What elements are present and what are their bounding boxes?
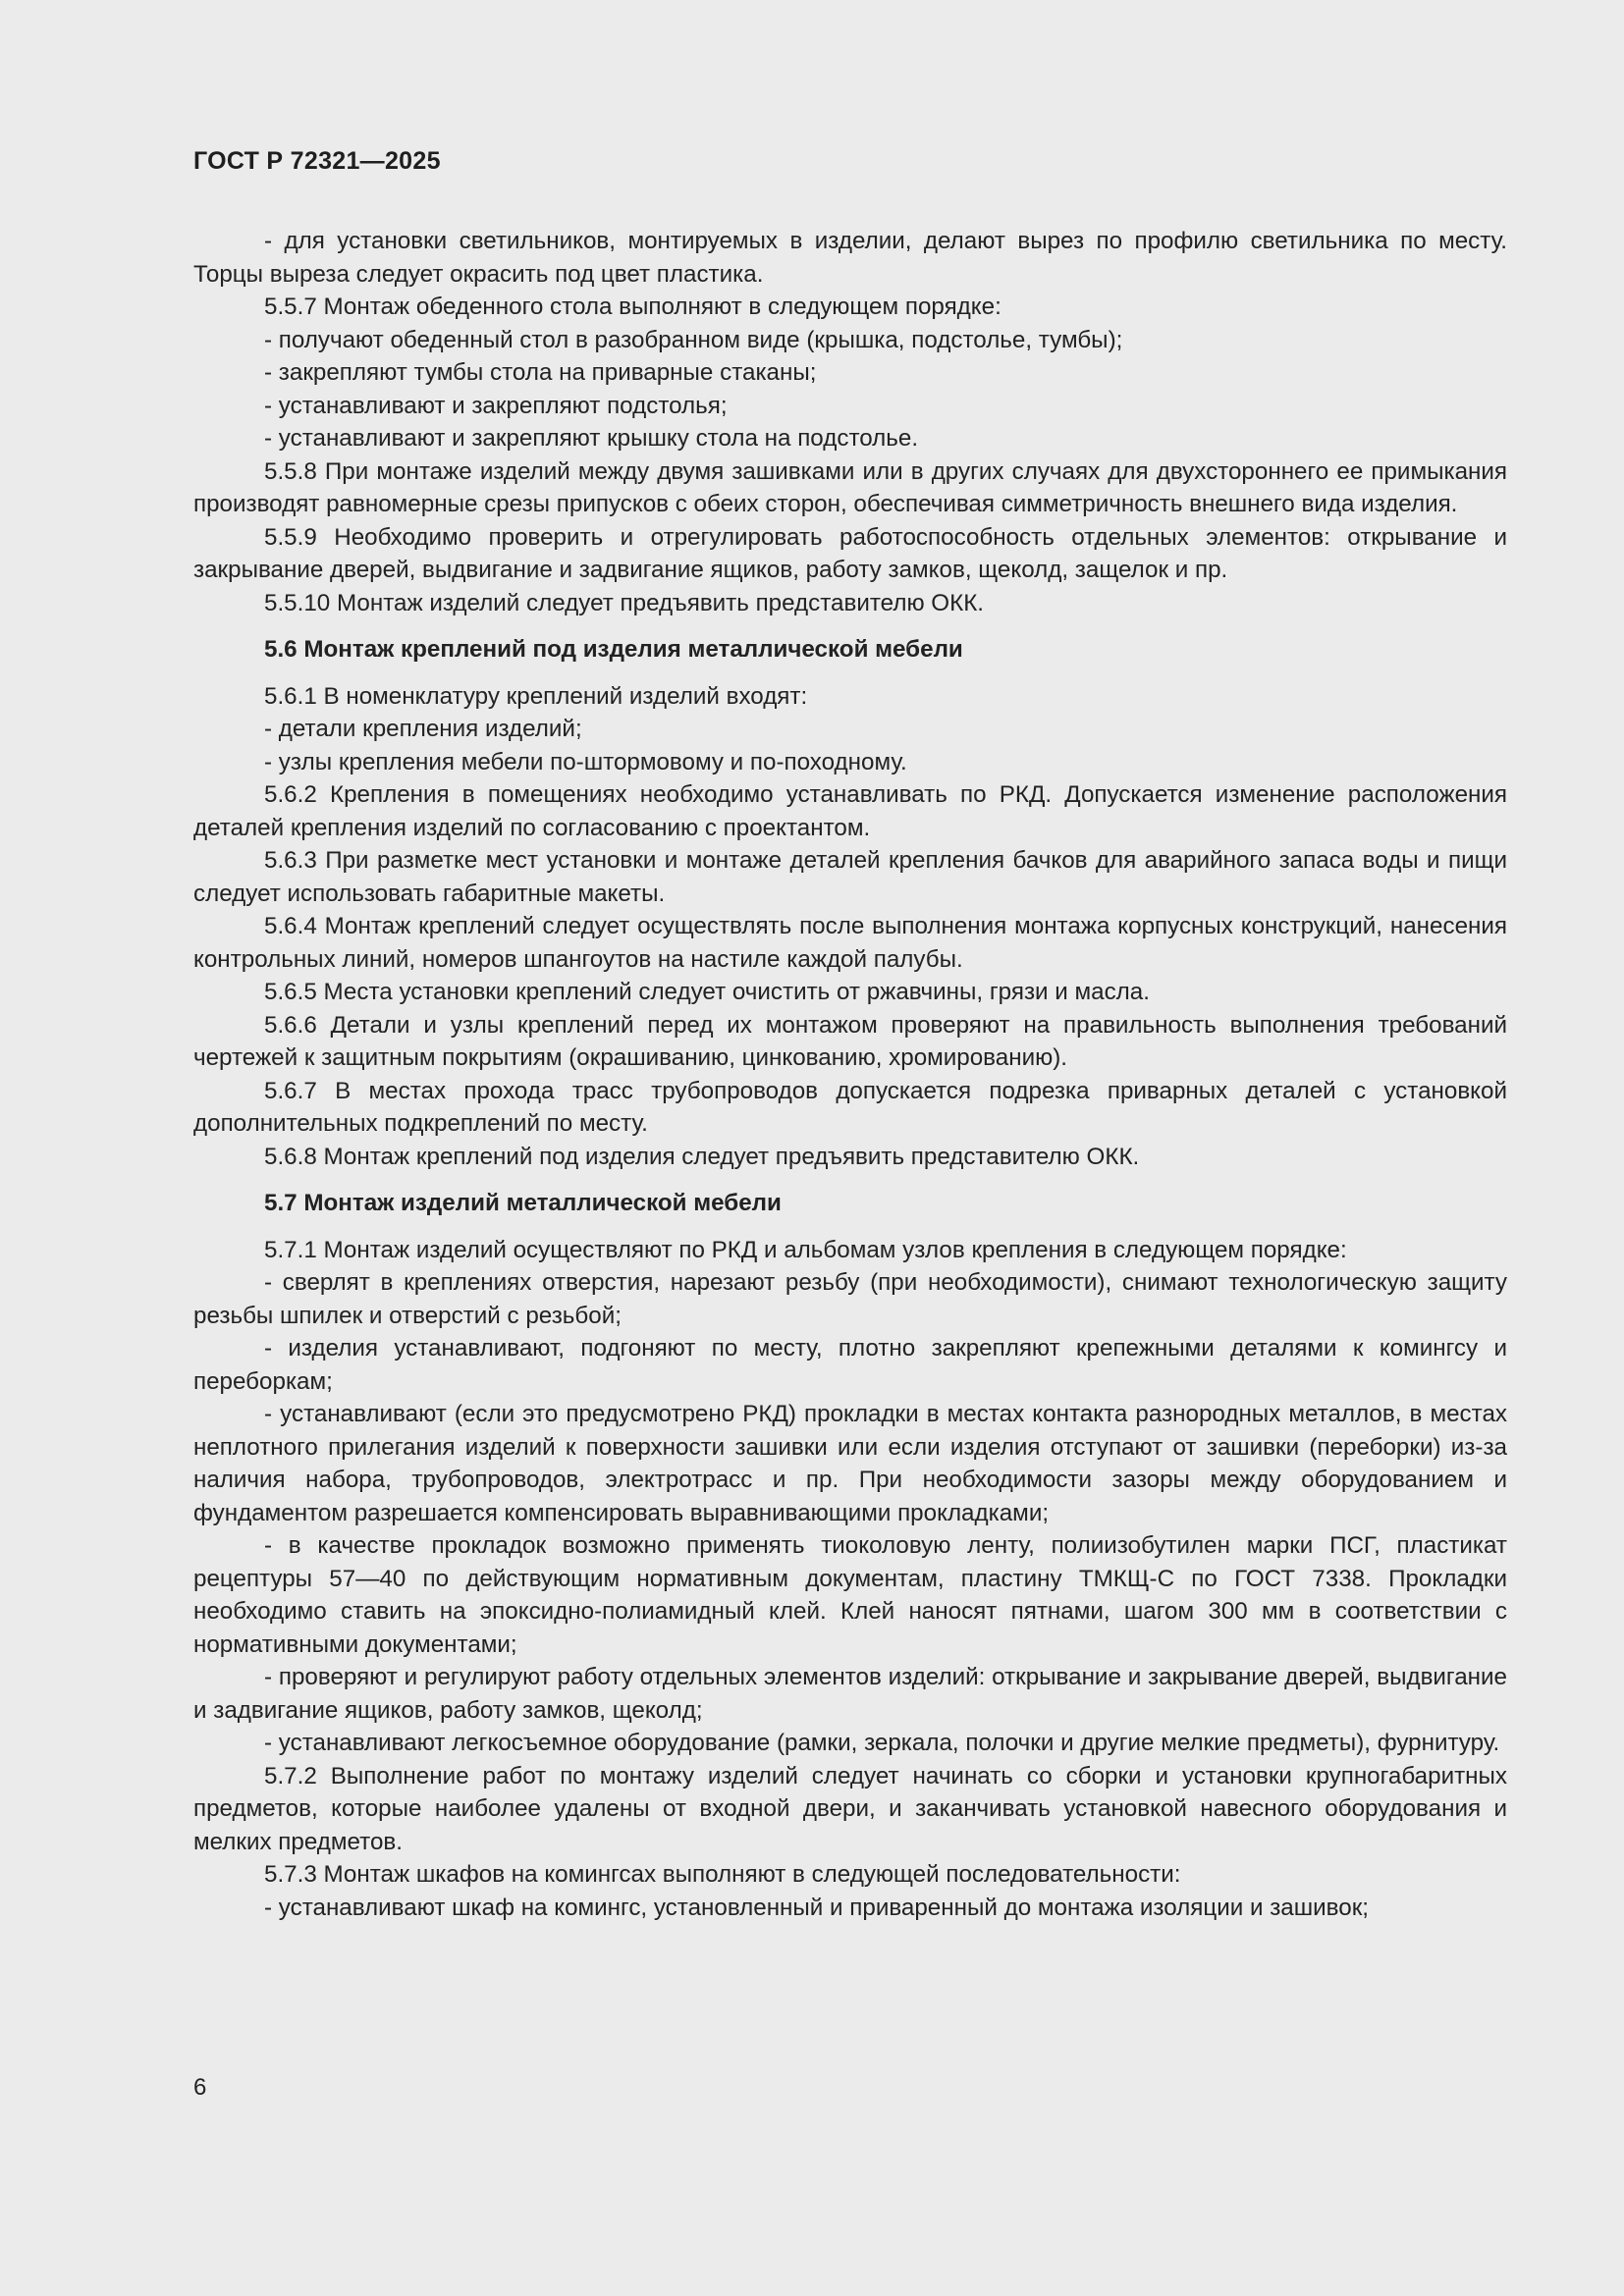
paragraph: 5.6.7 В местах прохода трасс трубопроводов допускается подрезка приварных деталей с установкой дополнительных подкреплений по месту. [193,1077,1507,1137]
list-item: - устанавливают и закрепляют подстолья; [264,392,728,419]
paragraph: 5.5.10 Монтаж изделий следует предъявить представителю ОКК. [264,589,985,616]
paragraph: 5.7.1 Монтаж изделий осуществляют по РКД и альбомам узлов крепления в следующем порядке: [264,1236,1347,1263]
paragraph: 5.6.5 Места установки креплений следует очистить от ржавчины, грязи и масла. [264,979,1150,1005]
list-item: - в качестве прокладок возможно применять тиоколовую ленту, полиизобутилен марки ПСГ, пластикат рецептуры 57—40 по действующим нормативным документам, пластину ТМКЩ-С по ГОСТ 7338. Прокладки необходимо ставить на эпоксидно-полиамидный клей. Клей наносят пятнами, шагом 300 мм в соответствии с нормативными документами; [193,1532,1507,1658]
paragraph: 5.5.9 Необходимо проверить и отрегулировать работоспособность отдельных элементов: открывание и закрывание дверей, выдвигание и задвигание ящиков, работу замков, щеколд, защелок и пр. [193,523,1507,583]
section-heading-5-7: 5.7 Монтаж изделий металлической мебели [264,1190,782,1216]
paragraph: 5.5.8 При монтаже изделий между двумя зашивками или в других случаях для двухстороннего ее примыкания производят равномерные срезы припусков с обеих сторон, обеспечивая симметричность внешнего вида изделия. [193,457,1507,517]
section-heading-5-6: 5.6 Монтаж креплений под изделия металлической мебели [264,636,963,663]
list-item: - устанавливают легкосъемное оборудование (рамки, зеркала, полочки и другие мелкие предметы), фурнитуру. [264,1730,1500,1756]
paragraph: 5.6.4 Монтаж креплений следует осуществлять после выполнения монтажа корпусных конструкций, нанесения контрольных линий, номеров шпангоутов на настиле каждой палубы. [193,913,1507,973]
paragraph: 5.6.2 Крепления в помещениях необходимо устанавливать по РКД. Допускается изменение расположения деталей крепления изделий по согласованию с проектантом. [193,781,1507,841]
list-item: - устанавливают и закрепляют крышку стола на подстолье. [264,425,919,452]
paragraph: 5.7.2 Выполнение работ по монтажу изделий следует начинать со сборки и установки крупногабаритных предметов, которые наиболее удалены от входной двери, и заканчивать установкой навесного оборудования и мелких предметов. [193,1762,1507,1855]
paragraph: 5.5.7 Монтаж обеденного стола выполняют в следующем порядке: [264,294,1001,320]
list-item: - изделия устанавливают, подгоняют по месту, плотно закрепляют крепежными деталями к комингсу и переборкам; [193,1335,1507,1395]
list-item: - устанавливают (если это предусмотрено РКД) прокладки в местах контакта разнородных металлов, в местах неплотного прилегания изделий к поверхности зашивки или если изделия отступают от зашивки (переборки) из-за наличия набора, трубопроводов, электротрасс и пр. При необходимости зазоры между оборудованием и фундаментом разрешается компенсировать выравнивающими прокладками; [193,1401,1507,1526]
page-number: 6 [193,2074,207,2101]
paragraph: 5.6.1 В номенклатуру креплений изделий входят: [264,682,808,710]
list-item: - сверлят в креплениях отверстия, нарезают резьбу (при необходимости), снимают технологическую защиту резьбы шпилек и отверстий с резьбой; [193,1269,1507,1329]
list-item: - детали крепления изделий; [264,716,582,742]
paragraph: 5.6.3 При разметке мест установки и монтаже деталей крепления бачков для аварийного запаса воды и пищи следует использовать габаритные макеты. [193,847,1507,907]
list-item: - проверяют и регулируют работу отдельных элементов изделий: открывание и закрывание дверей, выдвигание и задвигание ящиков, работу замков, щеколд; [193,1664,1507,1724]
paragraph: - для установки светильников, монтируемых в изделии, делают вырез по профилю светильника по месту. Торцы выреза следует окрасить под цвет пластика. [193,228,1507,288]
document-header: ГОСТ Р 72321—2025 [193,147,441,175]
list-item: - получают обеденный стол в разобранном виде (крышка, подстолье, тумбы); [264,326,1123,353]
document-body [193,225,1507,1924]
paragraph: 5.7.3 Монтаж шкафов на комингсах выполняют в следующей последовательности: [264,1861,1181,1888]
list-item: - устанавливают шкаф на комингс, установленный и приваренный до монтажа изоляции и зашивок; [264,1894,1369,1921]
list-item: - узлы крепления мебели по-штормовому и по-походному. [264,748,907,775]
paragraph: 5.6.8 Монтаж креплений под изделия следует предъявить представителю ОКК. [264,1143,1140,1170]
paragraph: 5.6.6 Детали и узлы креплений перед их монтажом проверяют на правильность выполнения требований чертежей к защитным покрытиям (окрашиванию, цинкованию, хромированию). [193,1011,1507,1071]
list-item: - закрепляют тумбы стола на приварные стаканы; [264,359,817,386]
